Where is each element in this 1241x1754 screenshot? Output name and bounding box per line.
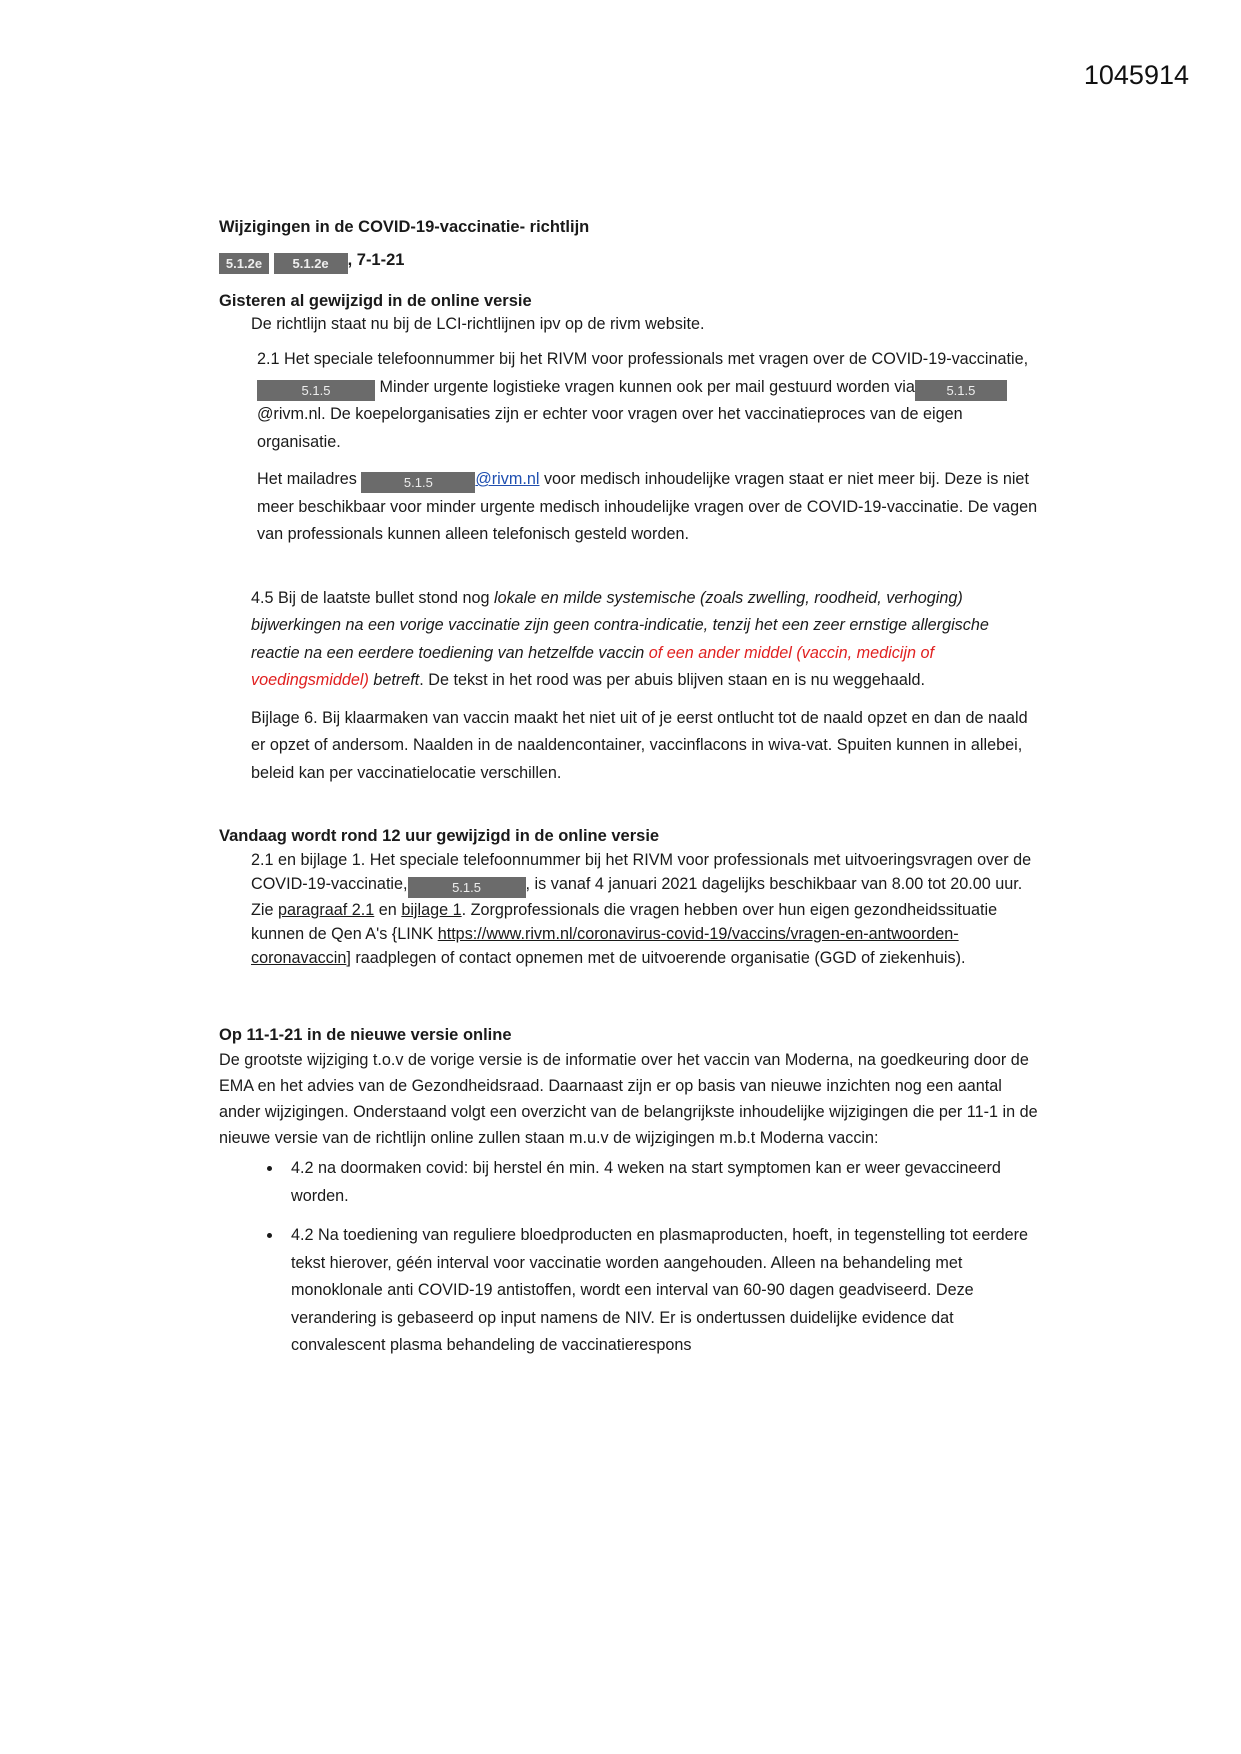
redaction: 5.1.5 [915, 380, 1007, 401]
list-item: • 4.2 Na toediening van reguliere bloedproducten en plasmaproducten, hoeft, in tegenstelling tot eerdere tekst hierover, géén interval voor vaccinatie worden aangehouden. Alleen na behandeling met monoklonale anti COVID-19 antistoffen, wordt een interval van 60-90 dagen geadviseerd. Deze verandering is gebaseerd op input namens de NIV. Er is ondertussen duidelijke evidence dat convalescent plasma behandeling de vaccinatierespons [283, 1222, 1039, 1360]
link-bijlage[interactable]: bijlage 1 [401, 901, 462, 919]
section-heading-new-version: Op 11-1-21 in de nieuwe versie online [219, 1026, 512, 1044]
text: voor medisch inhoudelijke vragen staat er niet meer bij. Deze is niet meer beschikbaar voor minder urgente medisch inhoudelijke vragen over de COVID-19-vaccinatie. De vagen van professionals kunnen alleen telefonisch gesteld worden. [257, 470, 1038, 543]
list-item: • 4.2 na doormaken covid: bij herstel én min. 4 weken na start symptomen kan er weer gevaccineerd worden. [283, 1155, 1039, 1210]
document-page [219, 218, 1039, 1372]
document-title: Wijzigingen in de COVID-19-vaccinatie- richtlijn [219, 218, 590, 236]
text: . Zorgprofessionals die vragen hebben over hun eigen gezondheidssituatie kunnen de Qen A's {LINK [251, 901, 998, 943]
paragraph: De richtlijn staat nu bij de LCI-richtlijnen ipv op de rivm website. [251, 315, 705, 333]
text: Minder urgente logistieke vragen kunnen ook per mail gestuurd worden via [375, 377, 915, 396]
redaction: 5.1.2e [274, 253, 348, 274]
text: . De tekst in het rood was per abuis blijven staan en is nu weggehaald. [419, 671, 925, 689]
paragraph-mailadres [257, 466, 1039, 549]
redaction: 5.1.5 [257, 380, 375, 401]
red-text: of een ander middel (vaccin, medicijn of voedingsmiddel) [251, 643, 934, 689]
text: Het mailadres [257, 470, 362, 488]
paragraph-2-1 [257, 346, 1039, 456]
paragraph-4-5 [251, 585, 1039, 695]
section-heading-yesterday: Gisteren al gewijzigd in de online versie [219, 292, 532, 310]
text: , is vanaf 4 januari 2021 dagelijks beschikbaar van 8.00 tot 20.00 uur. Zie [251, 875, 1023, 919]
paragraph-new-version: De grootste wijziging t.o.v de vorige versie is de informatie over het vaccin van Moderna, na goedkeuring door de EMA en het advies van de Gezondheidsraad. Daarnaast zijn er op basis van nieuwe inzichten nog een aantal ander wijzigingen. Onderstaand volgt een overzicht van de belangrijkste inhoudelijke wijzigingen die per 11-1 in de nieuwe versie van de richtlijn online zullen staan m.u.v de wijzigingen m.b.t Moderna vaccin: [219, 1051, 1038, 1147]
document-number: 1045914 [1083, 60, 1189, 90]
text: 4.5 Bij de laatste bullet stond nog [251, 588, 494, 607]
italic-text: betreft [368, 671, 420, 689]
text: en [374, 901, 402, 919]
redaction: 5.1.5 [408, 877, 526, 898]
paragraph-today [251, 848, 1039, 970]
date: , 7-1-21 [347, 251, 405, 269]
text: @rivm.nl. De koepelorganisaties zijn er echter voor vragen over het vaccinatieproces van de eigen organisatie. [257, 405, 963, 451]
section-heading-today: Vandaag wordt rond 12 uur gewijzigd in de online versie [219, 827, 660, 845]
text: 2.1 Het speciale telefoonnummer bij het RIVM voor professionals met vragen over de COVID-19-vaccinatie, [257, 350, 1029, 368]
italic-text: lokale en milde systemische (zoals zwelling, roodheid, verhoging) bijwerkingen na een vorige vaccinatie zijn geen contra-indicatie, tenzij het een zeer ernstige allergische reactie na een eerdere toediening van hetzelfde vaccin [251, 588, 989, 662]
author-date-line [219, 251, 1039, 274]
paragraph-bijlage-6: Bijlage 6. Bij klaarmaken van vaccin maakt het niet uit of je eerst ontlucht tot de naald opzet en dan de naald er opzet of andersom. Naalden in de naaldencontainer, vaccinflacons in wiva-vat. Spuiten kunnen in allebei, beleid kan per vaccinatielocatie verschillen. [251, 708, 1028, 782]
text: 2.1 en bijlage 1. Het speciale telefoonnummer bij het RIVM voor professionals met uitvoeringsvragen over de COVID-19-vaccinatie, [251, 851, 1032, 893]
email-link[interactable]: @rivm.nl [475, 470, 540, 488]
url-link[interactable]: https://www.rivm.nl/coronavirus-covid-19/vaccins/vragen-en-antwoorden-coronavaccin [251, 925, 959, 967]
changes-list [219, 1155, 1039, 1360]
redaction: 5.1.5 [361, 472, 475, 493]
text: ] raadplegen of contact opnemen met de uitvoerende organisatie (GGD of ziekenhuis). [346, 949, 966, 967]
redaction: 5.1.2e [219, 253, 269, 274]
link-paragraaf[interactable]: paragraaf 2.1 [278, 901, 375, 919]
